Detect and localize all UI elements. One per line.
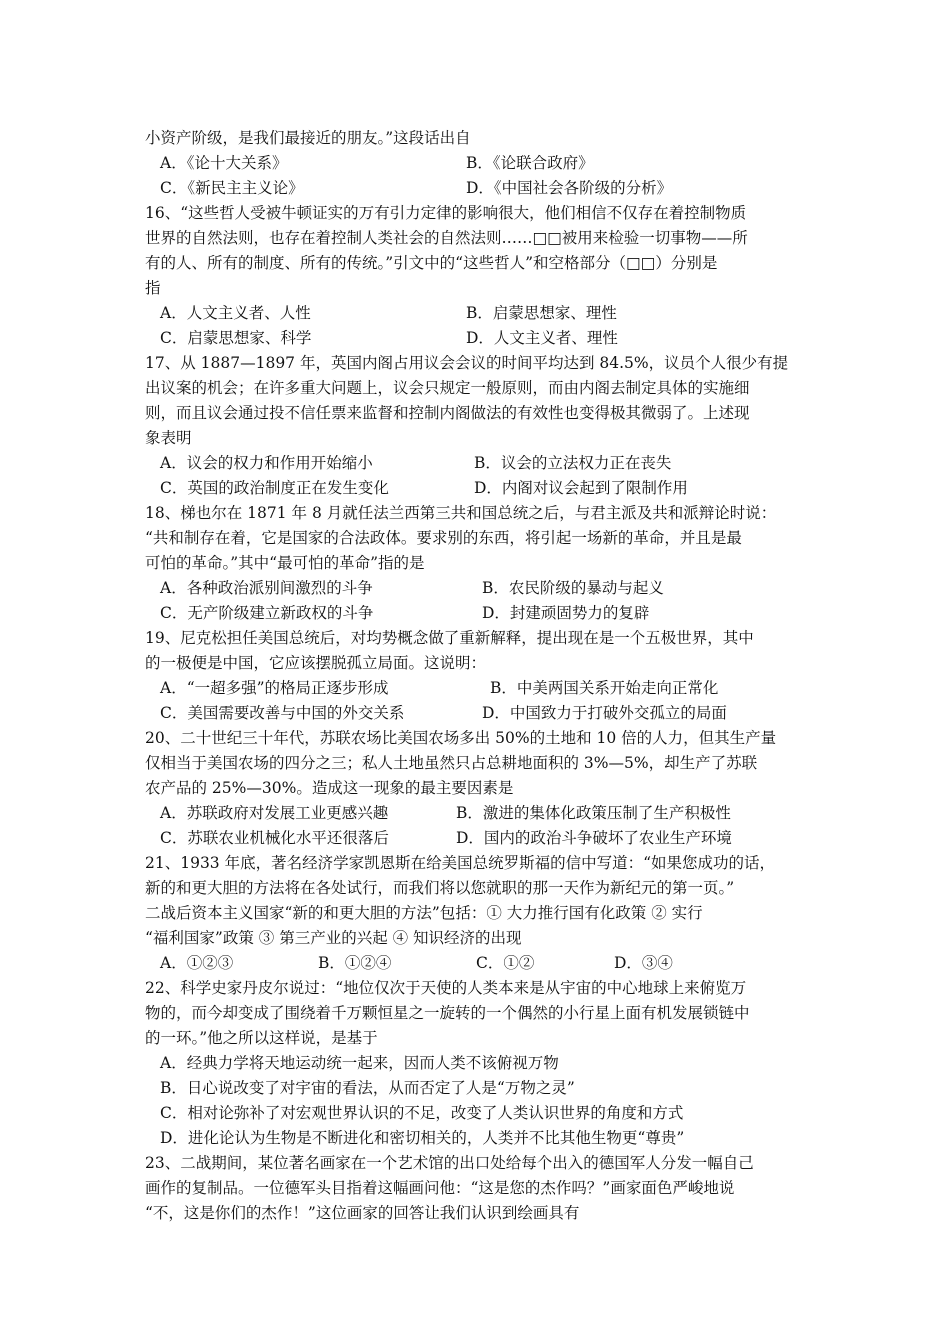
- question-19-option-a: A．“一超多强”的格局正逐步形成: [160, 679, 389, 697]
- question-17-stem-line: 象表明: [145, 429, 192, 447]
- question-17-option-c: C．英国的政治制度正在发生变化: [160, 479, 389, 497]
- question-17-option-d: D．内阁对议会起到了限制作用: [474, 479, 688, 497]
- question-15-option-b: B．《论联合政府》: [466, 154, 594, 172]
- question-21-option-b: B．①②④: [318, 954, 392, 972]
- question-20-option-c: C．苏联农业机械化水平还很落后: [160, 829, 389, 847]
- question-16-option-c: C．启蒙思想家、科学: [160, 329, 312, 347]
- question-21-stem-line: 二战后资本主义国家“新的和更大胆的方法”包括：① 大力推行国有化政策 ② 实行: [145, 904, 703, 922]
- question-18-stem-line: 18、梯也尔在 1871 年 8 月就任法兰西第三共和国总统之后，与君主派及共和派辩论时说：: [145, 504, 777, 522]
- question-16-option-a: A．人文主义者、人性: [160, 304, 311, 322]
- question-21-stem-line: “福利国家”政策 ③ 第三产业的兴起 ④ 知识经济的出现: [145, 929, 522, 947]
- question-17-stem-line: 17、从 1887—1897 年，英国内阁占用议会会议的时间平均达到 84.5%，议员个人很少有提: [145, 354, 789, 372]
- question-15-option-d: D．《中国社会各阶级的分析》: [466, 179, 673, 197]
- question-20-stem-line: 20、二十世纪三十年代，苏联农场比美国农场多出 50%的土地和 10 倍的人力，但其生产量: [145, 729, 777, 747]
- question-17-stem-line: 出议案的机会；在许多重大问题上，议会只规定一般原则，而由内阁去制定具体的实施细: [145, 379, 750, 397]
- question-19-option-d: D．中国致力于打破外交孤立的局面: [482, 704, 727, 722]
- question-22-option-d: D．进化论认为生物是不断进化和密切相关的，人类并不比其他生物更“尊贵”: [160, 1129, 685, 1147]
- question-21-stem-line: 21、1933 年底，著名经济学家凯恩斯在给美国总统罗斯福的信中写道：“如果您成功的话，: [145, 854, 776, 872]
- question-16-stem-line: 世界的自然法则，也存在着控制人类社会的自然法则……□□被用来检验一切事物——所: [145, 229, 748, 247]
- question-22-option-c: C．相对论弥补了对宏观世界认识的不足，改变了人类认识世界的角度和方式: [160, 1104, 684, 1122]
- question-18-stem-line: “共和制存在着，它是国家的合法政体。要求别的东西，将引起一场新的革命，并且是最: [145, 529, 742, 547]
- question-19-option-c: C．美国需要改善与中国的外交关系: [160, 704, 405, 722]
- question-17-option-a: A．议会的权力和作用开始缩小: [160, 454, 373, 472]
- question-16-stem-line: 指: [145, 279, 161, 297]
- question-18-option-c: C．无产阶级建立新政权的斗争: [160, 604, 374, 622]
- question-20-option-d: D．国内的政治斗争破坏了农业生产环境: [456, 829, 732, 847]
- question-21-stem-line: 新的和更大胆的方法将在各处试行，而我们将以您就职的那一天作为新纪元的第一页。”: [145, 879, 735, 897]
- question-18-option-d: D．封建顽固势力的复辟: [482, 604, 650, 622]
- question-16-option-d: D．人文主义者、理性: [466, 329, 618, 347]
- question-23-stem-line: 23、二战期间，某位著名画家在一个艺术馆的出口处给每个出入的德国军人分发一幅自己: [145, 1154, 754, 1172]
- question-18-option-b: B．农民阶级的暴动与起义: [482, 579, 664, 597]
- question-18-stem-line: 可怕的革命。”其中“最可怕的革命”指的是: [145, 554, 425, 572]
- question-20-stem-line: 农产品的 25%—30%。造成这一现象的最主要因素是: [145, 779, 514, 797]
- question-15-option-a: A．《论十大关系》: [160, 154, 288, 172]
- question-21-option-c: C．①②: [476, 954, 535, 972]
- question-19-stem-line: 的一极便是中国，它应该摆脱孤立局面。这说明：: [145, 654, 487, 672]
- question-22-stem-line: 22、科学史家丹皮尔说过：“地位仅次于天使的人类本来是从宇宙的中心地球上来俯览万: [145, 979, 747, 997]
- question-22-option-b: B．日心说改变了对宇宙的看法，从而否定了人是“万物之灵”: [160, 1079, 575, 1097]
- question-23-stem-line: 画作的复制品。一位德军头目指着这幅画问他：“这是您的杰作吗？”画家面色严峻地说: [145, 1179, 735, 1197]
- question-20-option-a: A．苏联政府对发展工业更感兴趣: [160, 804, 389, 822]
- question-20-stem-line: 仅相当于美国农场的四分之三；私人土地虽然只占总耕地面积的 3%—5%，却生产了苏联: [145, 754, 758, 772]
- question-18-option-a: A．各种政治派别间激烈的斗争: [160, 579, 373, 597]
- question-15-option-c: C．《新民主主义论》: [160, 179, 304, 197]
- question-21-option-d: D．③④: [614, 954, 673, 972]
- question-17-option-b: B．议会的立法权力正在丧失: [474, 454, 672, 472]
- question-15-stem-line: 小资产阶级，是我们最接近的朋友。”这段话出自: [145, 129, 471, 147]
- question-22-stem-line: 的一环。”他之所以这样说，是基于: [145, 1029, 378, 1047]
- question-22-option-a: A．经典力学将天地运动统一起来，因而人类不该俯视万物: [160, 1054, 559, 1072]
- question-16-stem-line: 有的人、所有的制度、所有的传统。”引文中的“这些哲人”和空格部分（□□）分别是: [145, 254, 718, 272]
- question-23-stem-line: “不，这是你们的杰作！”这位画家的回答让我们认识到绘画具有: [145, 1204, 580, 1222]
- question-16-stem-line: 16、“这些哲人受被牛顿证实的万有引力定律的影响很大，他们相信不仅存在着控制物质: [145, 204, 747, 222]
- question-16-option-b: B．启蒙思想家、理性: [466, 304, 617, 322]
- question-19-option-b: B．中美两国关系开始走向正常化: [490, 679, 719, 697]
- question-20-option-b: B．激进的集体化政策压制了生产积极性: [456, 804, 731, 822]
- question-17-stem-line: 则，而且议会通过投不信任票来监督和控制内阁做法的有效性也变得极其微弱了。上述现: [145, 404, 750, 422]
- question-22-stem-line: 物的，而今却变成了围绕着千万颗恒星之一旋转的一个偶然的小行星上面有机发展锁链中: [145, 1004, 750, 1022]
- question-21-option-a: A．①②③: [160, 954, 234, 972]
- question-19-stem-line: 19、尼克松担任美国总统后，对均势概念做了重新解释，提出现在是一个五极世界，其中: [145, 629, 754, 647]
